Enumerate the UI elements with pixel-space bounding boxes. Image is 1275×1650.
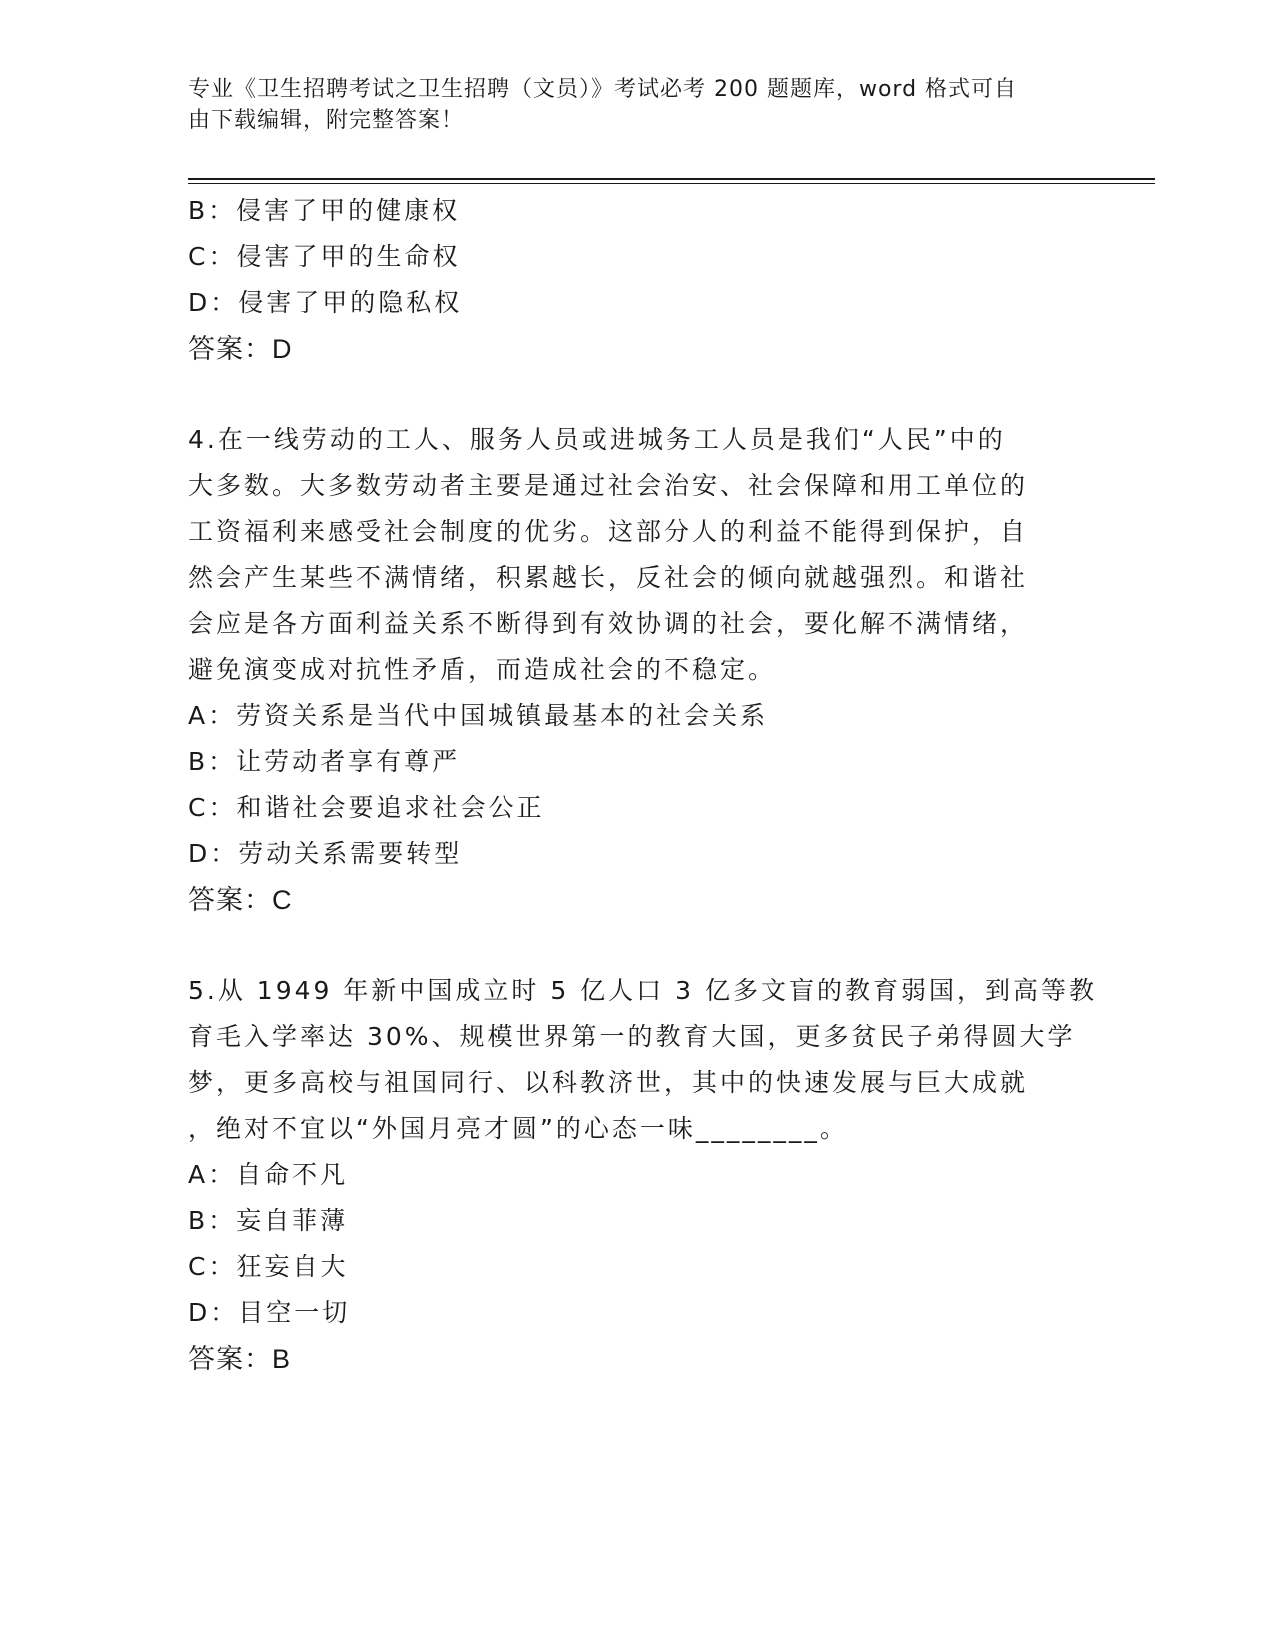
question-5-answer: 答案：B xyxy=(188,1344,292,1374)
question-4-line: 大多数。大多数劳动者主要是通过社会治安、社会保障和用工单位的 xyxy=(188,471,1029,500)
question-4-line: 工资福利来感受社会制度的优劣。这部分人的利益不能得到保护，自 xyxy=(188,517,1029,546)
option-c: C：侵害了甲的生命权 xyxy=(188,242,461,271)
option-a: A：自命不凡 xyxy=(188,1160,349,1189)
option-b: B：侵害了甲的健康权 xyxy=(188,196,461,225)
option-a: A：劳资关系是当代中国城镇最基本的社会关系 xyxy=(188,701,769,730)
question-5-line: 梦，更多高校与祖国同行、以科教济世，其中的快速发展与巨大成就 xyxy=(188,1068,1029,1097)
header-line-1: 专业《卫生招聘考试之卫生招聘（文员）》考试必考 200 题题库，word 格式可自 xyxy=(188,77,1018,102)
question-4-answer: 答案：C xyxy=(188,885,293,915)
option-c: C：和谐社会要追求社会公正 xyxy=(188,793,545,822)
header-line-2: 由下载编辑，附完整答案！ xyxy=(188,108,465,133)
option-b: B：妄自菲薄 xyxy=(188,1206,349,1235)
header-rule-thick xyxy=(188,178,1155,180)
option-d: D：侵害了甲的隐私权 xyxy=(188,288,463,317)
question-5-line: 育毛入学率达 30%、规模世界第一的教育大国，更多贫民子弟得圆大学 xyxy=(188,1022,1076,1051)
question-3-answer: 答案：D xyxy=(188,334,293,364)
option-d: D：劳动关系需要转型 xyxy=(188,839,463,868)
question-5-line: ，绝对不宜以“外国月亮才圆”的心态一味________。 xyxy=(188,1114,848,1143)
question-3-options xyxy=(188,188,1088,326)
question-4 xyxy=(188,417,1088,877)
question-5-line: 5.从 1949 年新中国成立时 5 亿人口 3 亿多文盲的教育弱国，到高等教 xyxy=(188,976,1097,1005)
question-4-line: 会应是各方面利益关系不断得到有效协调的社会，要化解不满情绪， xyxy=(188,609,1029,638)
option-c: C：狂妄自大 xyxy=(188,1252,349,1281)
option-d: D：目空一切 xyxy=(188,1298,351,1327)
option-b: B：让劳动者享有尊严 xyxy=(188,747,461,776)
question-4-line: 然会产生某些不满情绪，积累越长，反社会的倾向就越强烈。和谐社 xyxy=(188,563,1029,592)
question-4-line: 避免演变成对抗性矛盾，而造成社会的不稳定。 xyxy=(188,655,777,684)
document-header xyxy=(188,74,1068,136)
question-4-line: 4.在一线劳动的工人、服务人员或进城务工人员是我们“人民”中的 xyxy=(188,425,1006,454)
question-5 xyxy=(188,968,1097,1336)
document-body xyxy=(188,188,1097,1382)
header-rule-thin xyxy=(188,183,1155,184)
